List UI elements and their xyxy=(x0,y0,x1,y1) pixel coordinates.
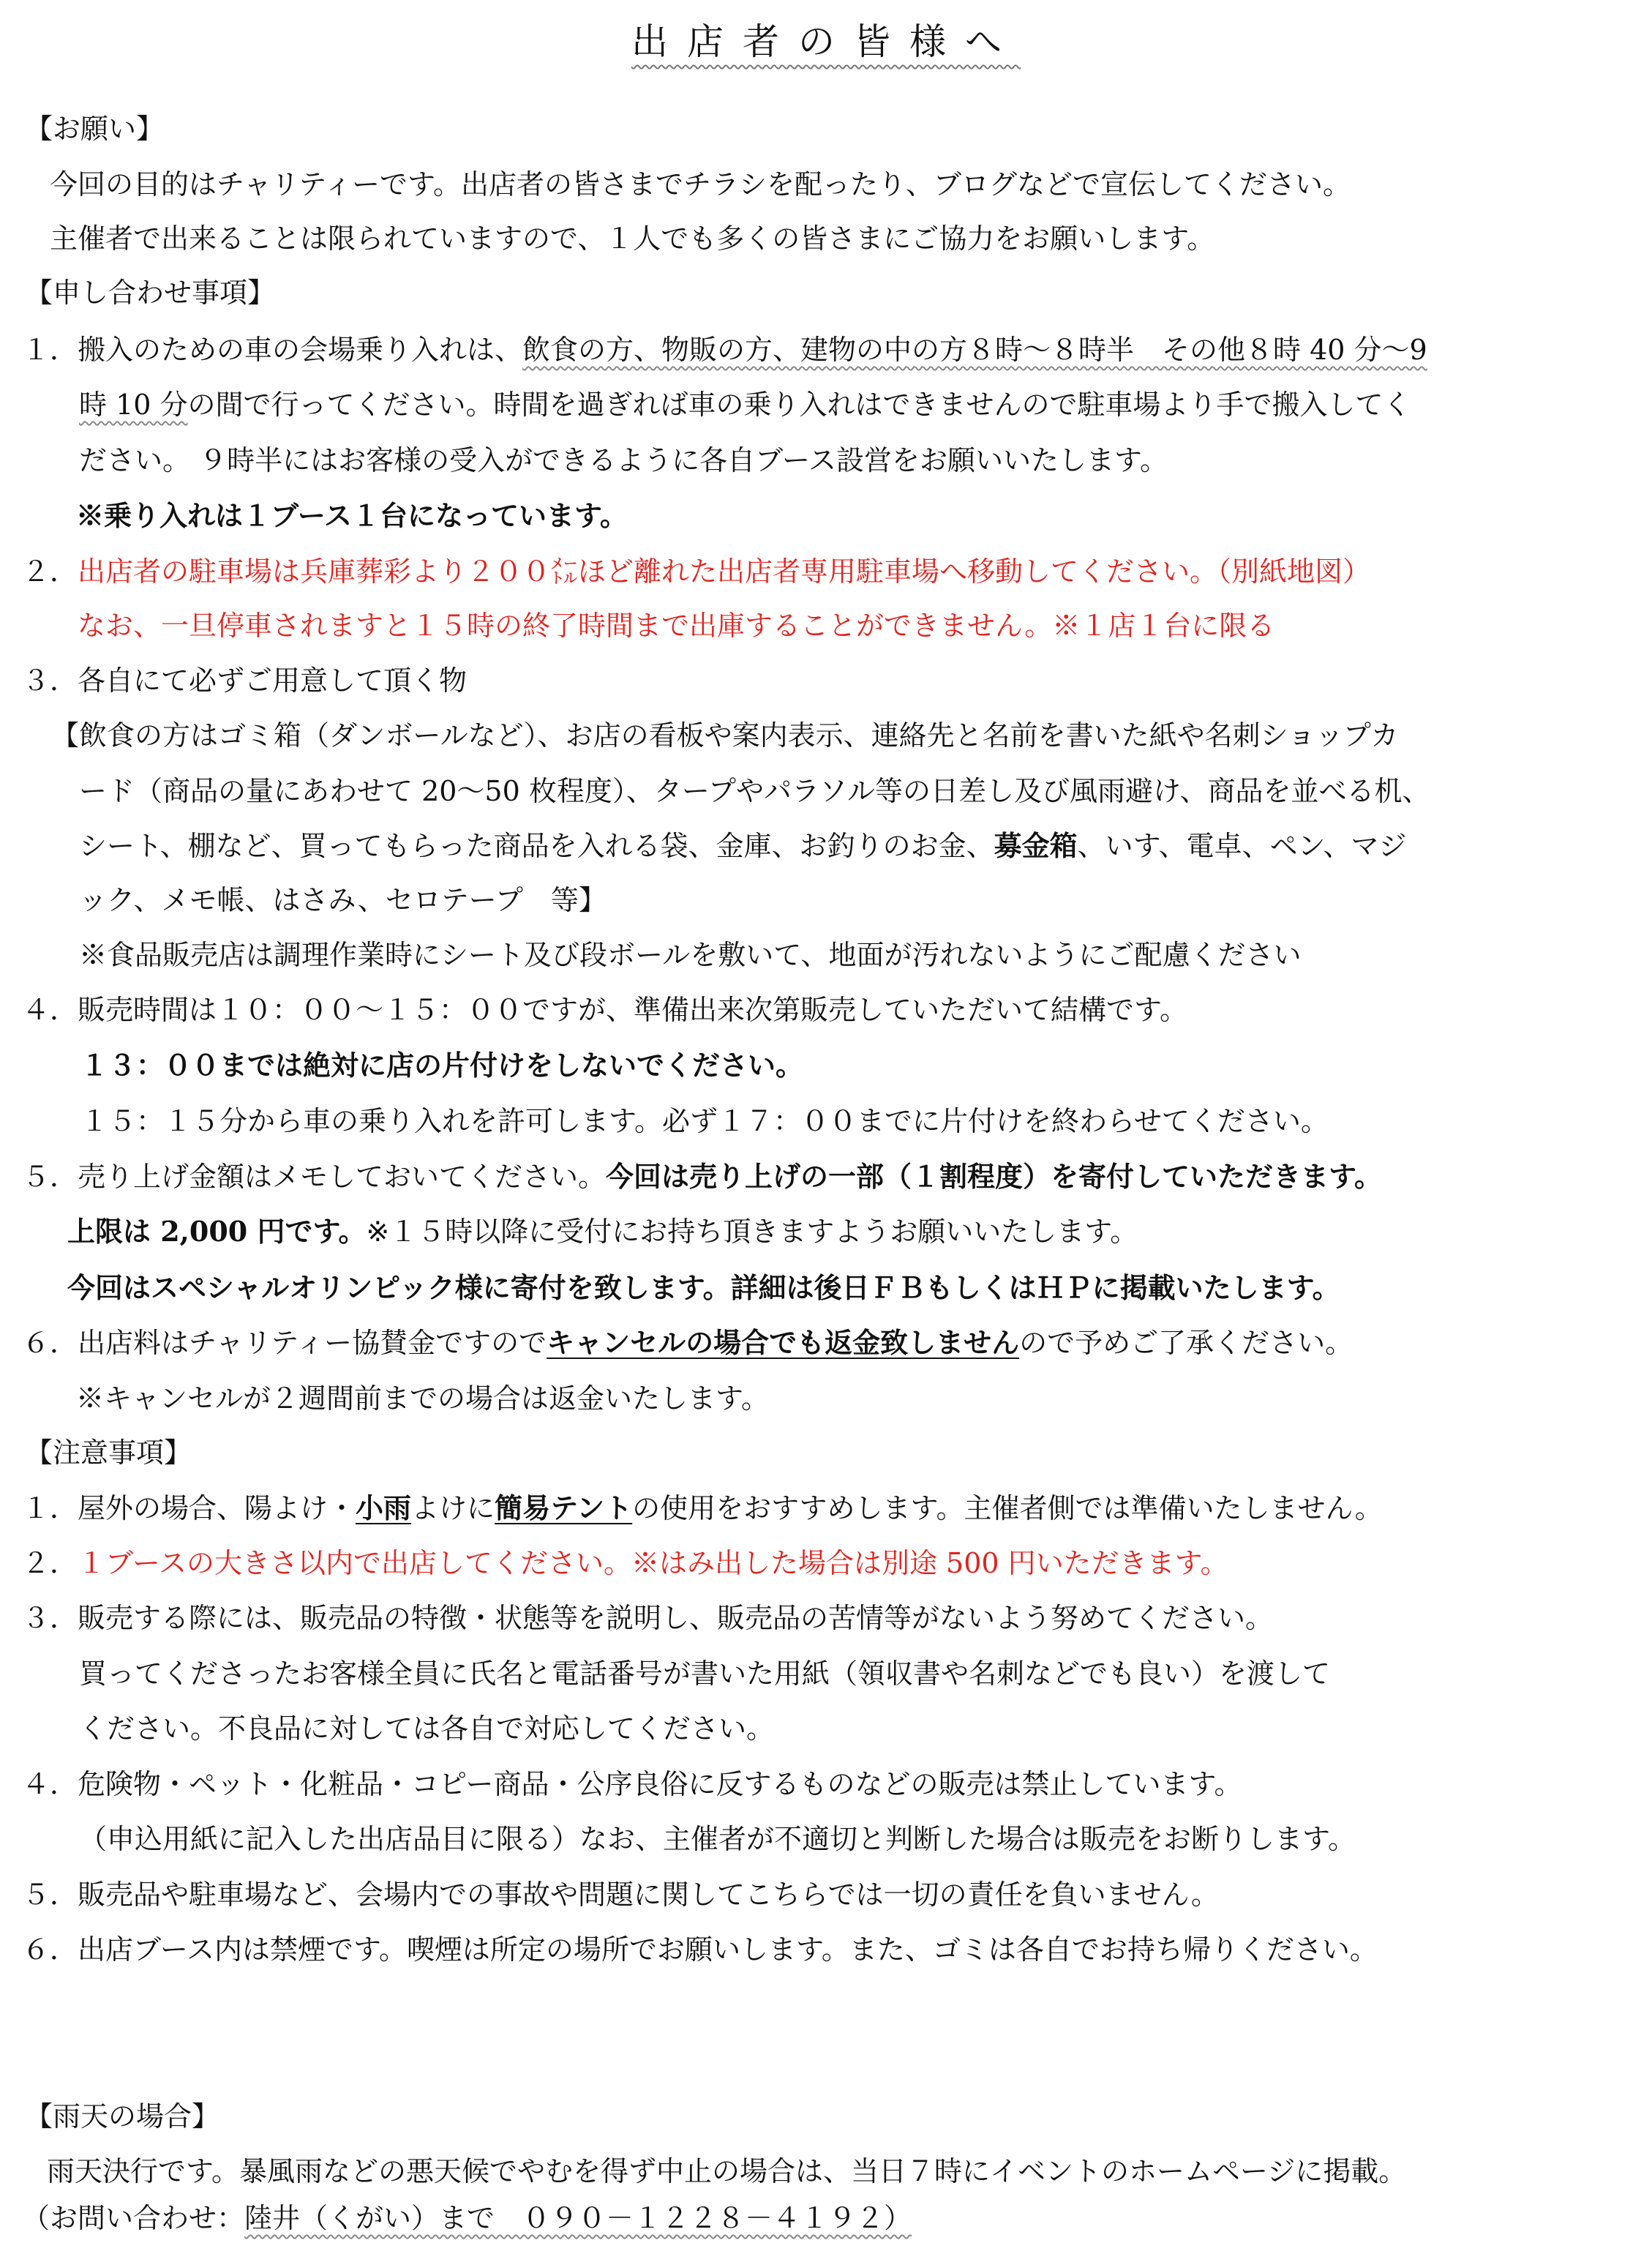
moshiawase-item-6-line-1 xyxy=(22,1325,1353,1361)
item-text: 屋外の場合、陽よけ・ xyxy=(78,1492,356,1524)
item-text: 出店料はチャリティー協賛金ですので xyxy=(78,1327,547,1359)
item-text: シート、棚など、買ってもらった商品を入れる袋、金庫、お釣りのお金、 xyxy=(79,830,994,862)
item-number: ３． xyxy=(22,1602,78,1634)
bold-text: 今回は売り上げの一部（１割程度）を寄付していただきます。 xyxy=(606,1160,1382,1193)
item-text: 、いす、電卓、ペン、マジ xyxy=(1077,830,1407,862)
moshiawase-item-2-line-2: なお、一旦停車されますと１５時の終了時間まで出庫することができません。※１店１台に限る xyxy=(78,610,1275,642)
item-text: ※１５時以降に受付にお持ち頂きますようお願いいたします。 xyxy=(366,1216,1138,1248)
moshiawase-item-4-line-2: １３：００までは絶対に店の片付けをしないでください。 xyxy=(80,1049,804,1082)
bold-underlined-text: キャンセルの場合でも返金致しません xyxy=(547,1326,1020,1359)
moshiawase-item-3-line-2: 【飲食の方はゴミ箱（ダンボールなど）、お店の看板や案内表示、連絡先と名前を書いた紙や名刺ショップカ xyxy=(51,719,1399,752)
bold-underlined-text: 小雨 xyxy=(356,1491,412,1524)
section-heading-moshiawase: 【申し合わせ事項】 xyxy=(25,277,276,309)
moshiawase-item-1-line-1 xyxy=(22,332,1427,368)
moshiawase-item-3-note: ※食品販売店は調理作業時にシート及び段ボールを敷いて、地面が汚れないようにご配慮ください xyxy=(79,939,1302,971)
page-title xyxy=(0,16,1652,67)
item-number: ２． xyxy=(22,555,78,588)
chui-item-4-line-1 xyxy=(22,1766,1242,1802)
bold-underlined-text: 簡易テント xyxy=(495,1491,633,1524)
item-text: 販売品や駐車場など、会場内での事故や問題に関してこちらでは一切の責任を負いません。 xyxy=(78,1879,1219,1911)
item-text-red: 出店者の駐車場は兵庫葬彩より２００㍍ほど離れた出店者専用駐車場へ移動してください。（別紙地図） xyxy=(78,555,1371,588)
underlined-text: 飲食の方、物販の方、建物の中の方８時～８時半 その他８時 40 分～9 xyxy=(522,334,1427,366)
item-number: ５． xyxy=(22,1879,78,1911)
item-text: の使用をおすすめします。主催者側では準備いたしません。 xyxy=(632,1492,1383,1524)
item-text: 売り上げ金額はメモしておいてください。 xyxy=(78,1161,607,1193)
chui-item-3-line-2: 買ってくださったお客様全員に氏名と電話番号が書いた用紙（領収書や名刺などでも良い）を渡して xyxy=(79,1658,1331,1690)
item-text: 搬入のための車の会場乗り入れは、 xyxy=(78,334,523,366)
moshiawase-item-3-line-4 xyxy=(79,828,1407,864)
item-number: ５． xyxy=(22,1161,78,1193)
moshiawase-item-5-line-3: 今回はスペシャルオリンピック様に寄付を致します。詳細は後日ＦＢもしくはＨＰに掲載いたします。 xyxy=(67,1271,1340,1304)
contact-line xyxy=(22,2200,912,2236)
moshiawase-item-2-line-1 xyxy=(22,553,1370,590)
item-text: 各自にて必ずご用意して頂く物 xyxy=(78,664,468,697)
item-text: 危険物・ペット・化粧品・コピー商品・公序良俗に反するものなどの販売は禁止しています。 xyxy=(78,1768,1242,1800)
item-text: よけに xyxy=(411,1492,495,1524)
item-text: 販売時間は１０：００～１５：００ですが、準備出来次第販売していただいて結構です。 xyxy=(78,994,1187,1026)
moshiawase-item-1-line-2 xyxy=(79,386,1411,423)
moshiawase-item-6-note: ※キャンセルが２週間前までの場合は返金いたします。 xyxy=(76,1382,769,1415)
moshiawase-item-3-line-5: ック、メモ帳、はさみ、セロテープ 等】 xyxy=(79,884,607,916)
uten-line-1: 雨天決行です。暴風雨などの悪天候でやむを得ず中止の場合は、当日７時にイベントのホームページに掲載。 xyxy=(47,2155,1407,2187)
item-number: １． xyxy=(22,1492,78,1524)
item-number: ２． xyxy=(22,1547,78,1579)
section-heading-onegai: 【お願い】 xyxy=(25,113,165,145)
item-number: ４． xyxy=(22,1768,78,1800)
chui-item-6 xyxy=(22,1931,1378,1968)
chui-item-3-line-3: ください。不良品に対しては各自で対応してください。 xyxy=(79,1712,775,1745)
chui-item-3-line-1 xyxy=(22,1600,1273,1636)
bold-text: 上限は 2,000 円です。 xyxy=(67,1215,367,1248)
item-text: の間で行ってください。時間を過ぎれば車の乗り入れはできませんので駐車場より手で搬入してく xyxy=(187,389,1411,421)
page-title-text: 出店者の皆様へ xyxy=(631,20,1021,63)
section-heading-chui: 【注意事項】 xyxy=(25,1437,192,1469)
section-heading-uten: 【雨天の場合】 xyxy=(25,2100,220,2132)
moshiawase-item-4-line-1 xyxy=(22,992,1187,1028)
moshiawase-item-3-line-3: ード（商品の量にあわせて 20～50 枚程度）、タープやパラソル等の日差し及び風雨避け、商品を並べる机、 xyxy=(79,775,1430,807)
item-text-red: １ブースの大きさ以内で出店してください。※はみ出した場合は別途 500 円いただきます。 xyxy=(78,1547,1228,1579)
item-number: １． xyxy=(22,334,78,366)
chui-item-2 xyxy=(22,1545,1228,1581)
contact-phone: 陸井（くがい）まで ０９０－１２２８－４１９２） xyxy=(244,2202,912,2234)
bold-text: 募金箱 xyxy=(994,829,1078,862)
moshiawase-item-5-line-1 xyxy=(22,1158,1382,1195)
item-number: ６． xyxy=(22,1327,78,1359)
item-text: ので予めご了承ください。 xyxy=(1019,1327,1353,1359)
contact-label: （お問い合わせ： xyxy=(22,2202,245,2234)
moshiawase-item-5-line-2 xyxy=(67,1213,1138,1250)
chui-item-4-line-2: （申込用紙に記入した出店品目に限る）なお、主催者が不適切と判断した場合は販売をお断りします。 xyxy=(79,1823,1356,1855)
onegai-line-2: 主催者で出来ることは限られていますので、１人でも多くの皆さまにご協力をお願いします。 xyxy=(50,222,1215,255)
moshiawase-item-1-note: ※乗り入れは１ブース１台になっています。 xyxy=(76,499,628,532)
moshiawase-item-3-line-1 xyxy=(22,662,467,699)
item-text: 販売する際には、販売品の特徴・状態等を説明し、販売品の苦情等がないよう努めてください。 xyxy=(78,1602,1274,1634)
item-number: ３． xyxy=(22,664,78,697)
item-number: ４． xyxy=(22,994,78,1026)
chui-item-5 xyxy=(22,1876,1219,1913)
onegai-line-1: 今回の目的はチャリティーです。出店者の皆さまでチラシを配ったり、ブログなどで宣伝してください。 xyxy=(50,168,1351,201)
item-text: 出店ブース内は禁煙です。喫煙は所定の場所でお願いします。また、ゴミは各自でお持ち帰りください。 xyxy=(78,1933,1378,1966)
underlined-text: 時 10 分 xyxy=(79,389,188,421)
item-number: ６． xyxy=(22,1933,78,1966)
moshiawase-item-4-line-3: １５：１５分から車の乗り入れを許可します。必ず１７：００までに片付けを終わらせてください。 xyxy=(80,1105,1329,1137)
chui-item-1 xyxy=(22,1490,1383,1527)
moshiawase-item-1-line-3: ださい。 ９時半にはお客様の受入ができるように各自ブース設営をお願いいたします。 xyxy=(79,444,1168,476)
